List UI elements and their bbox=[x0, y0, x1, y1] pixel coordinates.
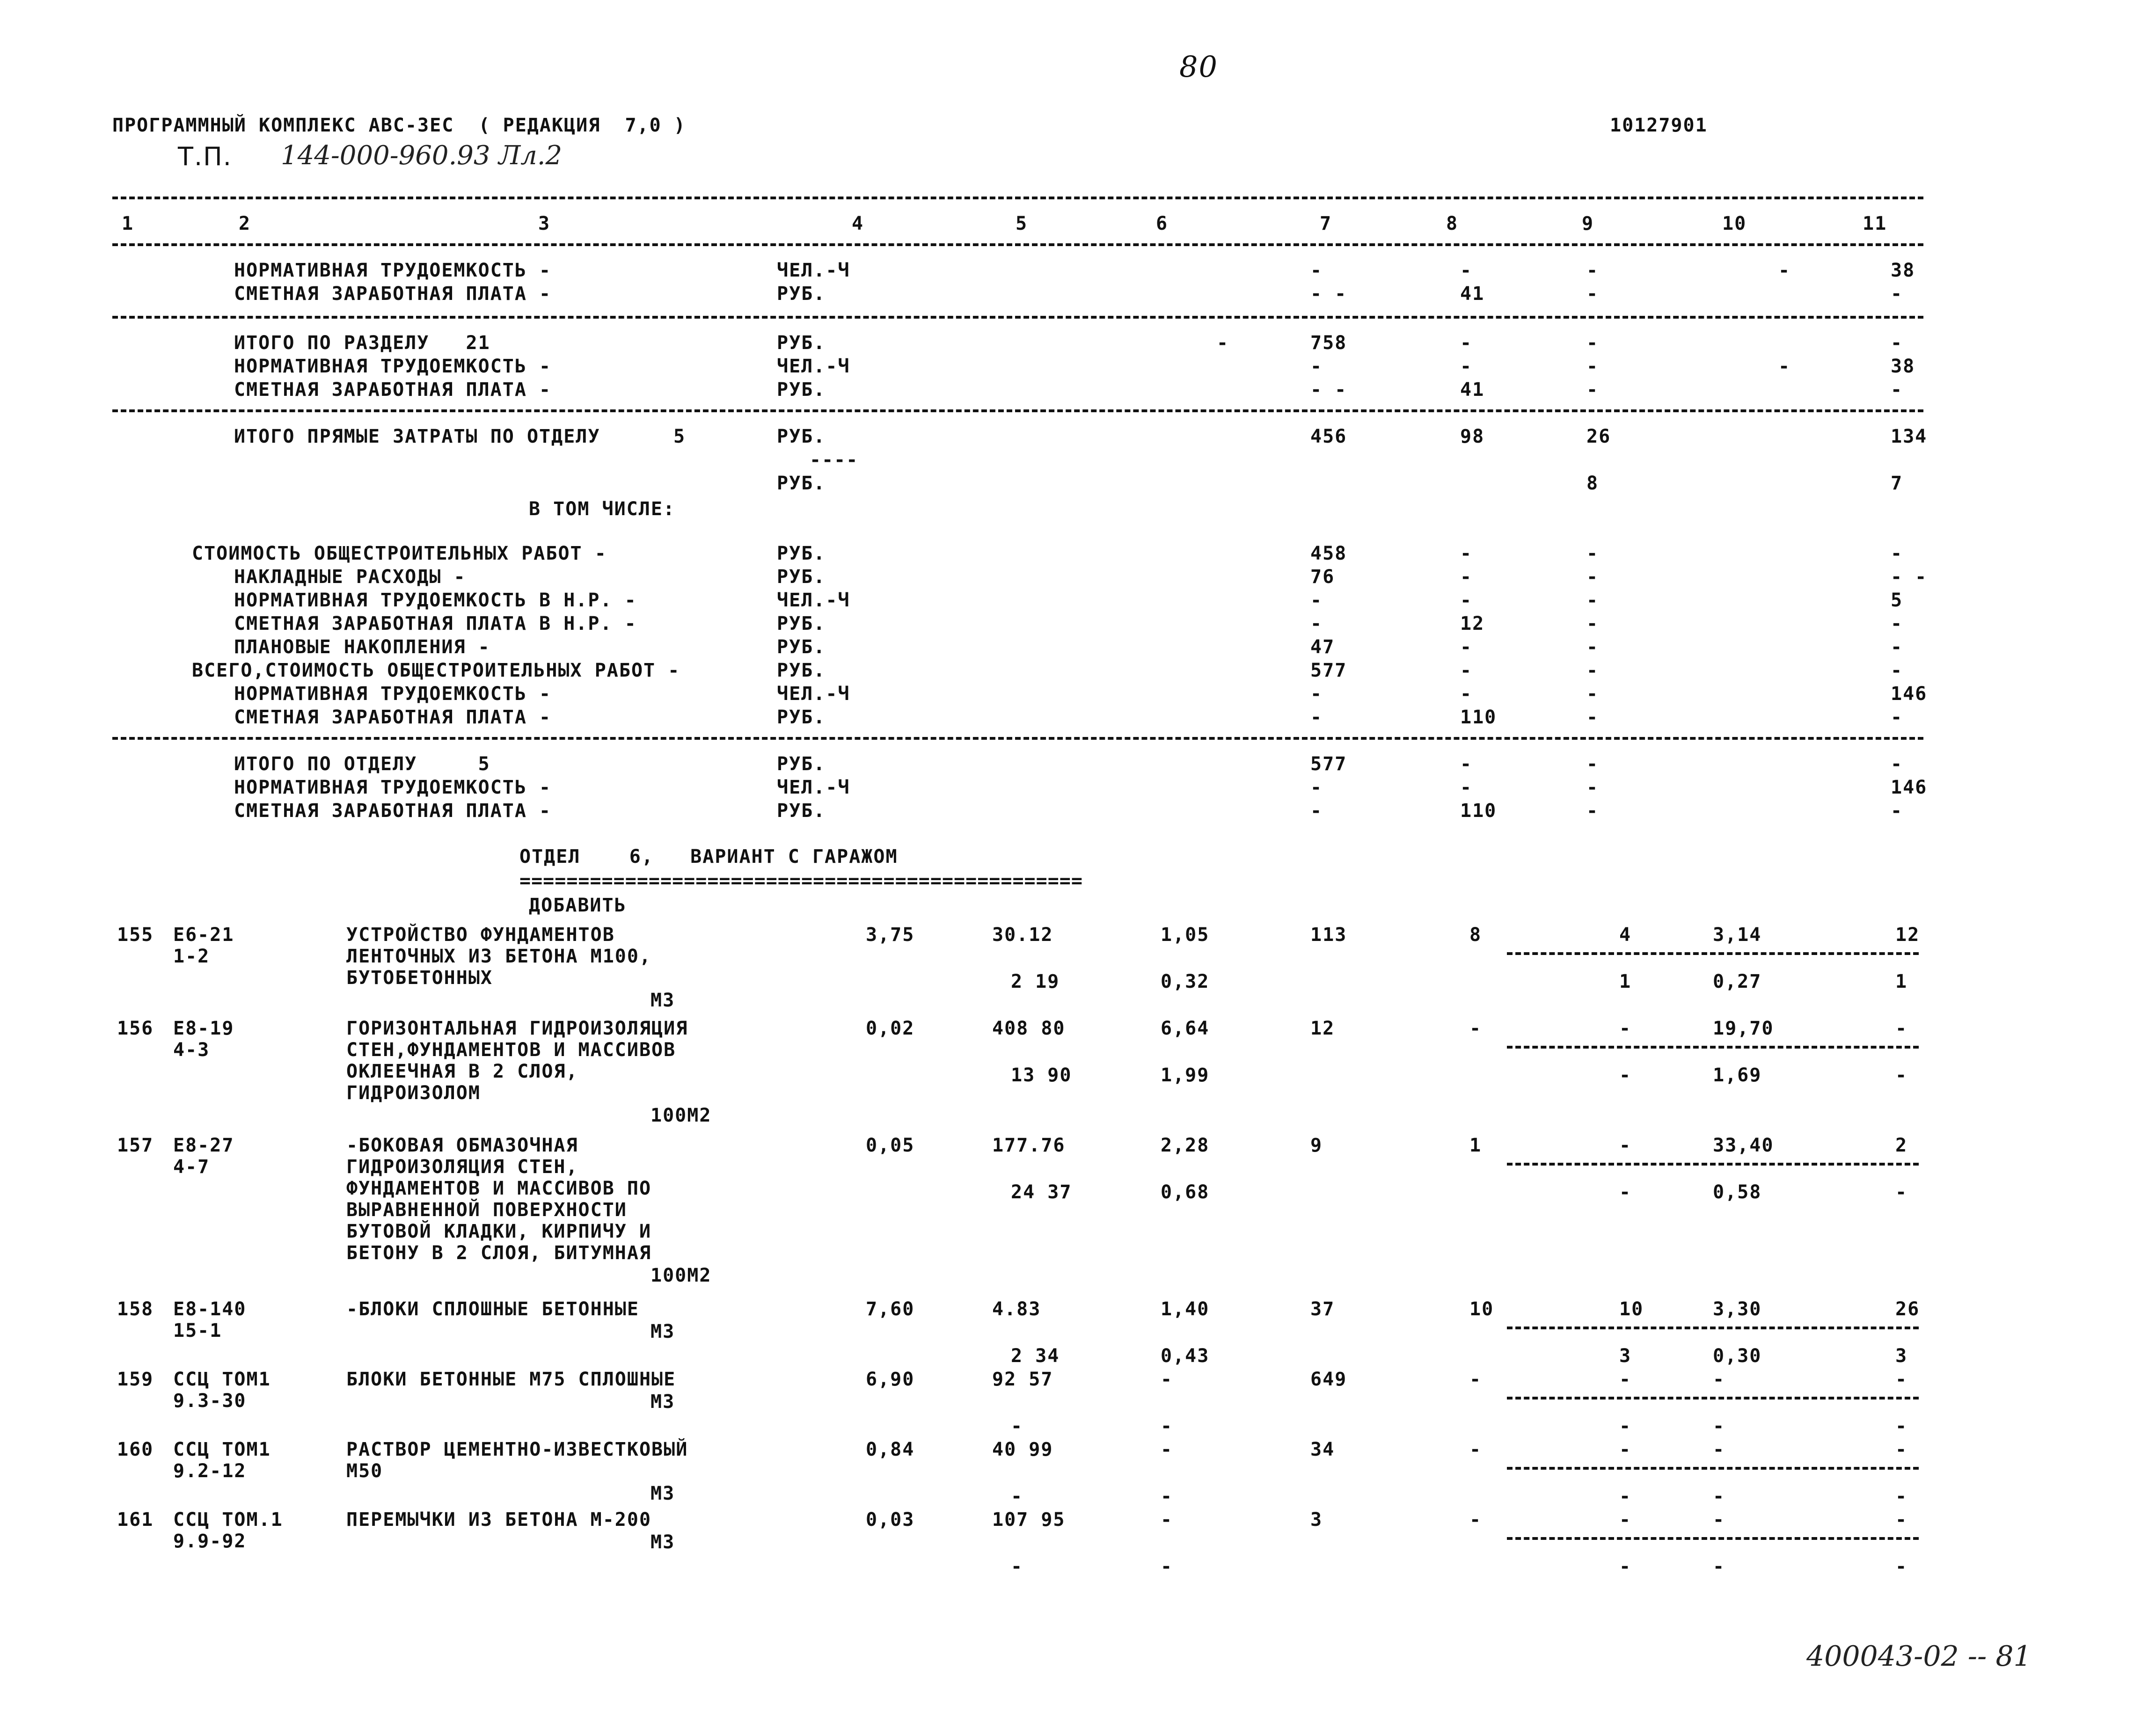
summary-label: СМЕТНАЯ ЗАРАБОТНАЯ ПЛАТА - bbox=[234, 283, 552, 305]
item-col-10a: - bbox=[1713, 1439, 1725, 1460]
detail-label: ИТОГО ПО ОТДЕЛУ 5 bbox=[234, 753, 490, 775]
summary-unit: РУБ. bbox=[777, 426, 826, 447]
detail-unit: РУБ. bbox=[777, 636, 826, 658]
item-col-11b: 1 bbox=[1895, 971, 1908, 992]
item-col-9a: - bbox=[1619, 1439, 1632, 1460]
item-quantity: 0,03 bbox=[866, 1509, 915, 1531]
column-number: 6 bbox=[1156, 213, 1169, 234]
item-dash-separator bbox=[1507, 1163, 1919, 1166]
item-price-2: 2,28 bbox=[1161, 1135, 1210, 1156]
summary-label: СМЕТНАЯ ЗАРАБОТНАЯ ПЛАТА - bbox=[234, 379, 552, 401]
rule-before-direct-costs bbox=[112, 409, 1923, 412]
item-price-1: 408 80 bbox=[992, 1018, 1066, 1039]
item-description: ГОРИЗОНТАЛЬНАЯ ГИДРОИЗОЛЯЦИЯ СТЕН,ФУНДАМЕНТОВ И МАССИВОВ ОКЛЕЕЧНАЯ В 2 СЛОЯ, ГИДРОИЗОЛОМ bbox=[346, 1018, 688, 1104]
detail-label: СМЕТНАЯ ЗАРАБОТНАЯ ПЛАТА - bbox=[234, 707, 552, 728]
item-price-1b: 24 37 bbox=[1011, 1181, 1072, 1203]
item-quantity: 0,02 bbox=[866, 1018, 915, 1039]
detail-unit: РУБ. bbox=[777, 753, 826, 775]
detail-c11: - bbox=[1891, 543, 1903, 564]
detail-c11: - bbox=[1891, 753, 1903, 775]
item-col-11a: 2 bbox=[1895, 1135, 1908, 1156]
detail-c11: - bbox=[1891, 636, 1903, 658]
detail-c9: - bbox=[1586, 566, 1599, 588]
item-price-1b: - bbox=[1011, 1486, 1023, 1507]
detail-c8: 110 bbox=[1460, 707, 1497, 728]
summary-label: НОРМАТИВНАЯ ТРУДОЕМКОСТЬ - bbox=[234, 260, 552, 281]
item-col-7: 649 bbox=[1310, 1369, 1347, 1390]
detail-c7: 577 bbox=[1310, 753, 1347, 775]
item-col-8: - bbox=[1469, 1369, 1482, 1390]
detail-label: ВСЕГО,СТОИМОСТЬ ОБЩЕСТРОИТЕЛЬНЫХ РАБОТ - bbox=[192, 660, 680, 681]
item-col-7: 113 bbox=[1310, 924, 1347, 946]
detail-label: НОРМАТИВНАЯ ТРУДОЕМКОСТЬ - bbox=[234, 683, 552, 705]
item-col-10a: - bbox=[1713, 1509, 1725, 1531]
detail-unit: ЧЕЛ.-Ч bbox=[777, 590, 850, 611]
summary-c9: - bbox=[1586, 356, 1599, 377]
item-col-9a: - bbox=[1619, 1135, 1632, 1156]
detail-label: НОРМАТИВНАЯ ТРУДОЕМКОСТЬ - bbox=[234, 777, 552, 798]
detail-label: НАКЛАДНЫЕ РАСХОДЫ - bbox=[234, 566, 466, 588]
item-code: Е8-19 4-3 bbox=[173, 1018, 234, 1061]
detail-c7: - bbox=[1310, 707, 1323, 728]
item-col-9b: 3 bbox=[1619, 1345, 1632, 1367]
item-col-9a: 4 bbox=[1619, 924, 1632, 946]
item-description: РАСТВОР ЦЕМЕНТНО-ИЗВЕСТКОВЫЙ М50 bbox=[346, 1439, 688, 1482]
detail-unit: РУБ. bbox=[777, 800, 826, 822]
summary-c7: - bbox=[1310, 260, 1323, 281]
item-col-8: - bbox=[1469, 1439, 1482, 1460]
item-unit: М3 bbox=[650, 1321, 675, 1342]
item-col-9a: 10 bbox=[1619, 1298, 1644, 1320]
detail-c11: 146 bbox=[1891, 683, 1928, 705]
item-price-1: 92 57 bbox=[992, 1369, 1053, 1390]
summary-unit: РУБ. bbox=[777, 379, 826, 401]
detail-c7: - bbox=[1310, 683, 1323, 705]
item-code: ССЦ ТОМ1 9.2-12 bbox=[173, 1439, 271, 1482]
summary-label: ИТОГО ПО РАЗДЕЛУ 21 bbox=[234, 332, 490, 354]
summary-c8: - bbox=[1460, 332, 1473, 354]
summary-c11: - bbox=[1891, 379, 1903, 401]
detail-c11: 5 bbox=[1891, 590, 1903, 611]
item-col-11b: 3 bbox=[1895, 1345, 1908, 1367]
item-col-9b: - bbox=[1619, 1415, 1632, 1437]
detail-unit: ЧЕЛ.-Ч bbox=[777, 683, 850, 705]
detail-unit: ЧЕЛ.-Ч bbox=[777, 777, 850, 798]
item-number: 158 bbox=[117, 1298, 154, 1320]
summary-c9: - bbox=[1586, 260, 1599, 281]
column-number: 5 bbox=[1016, 213, 1028, 234]
detail-label: СМЕТНАЯ ЗАРАБОТНАЯ ПЛАТА - bbox=[234, 800, 552, 822]
item-col-11b: - bbox=[1895, 1415, 1908, 1437]
item-col-10b: - bbox=[1713, 1415, 1725, 1437]
item-description: БЛОКИ БЕТОННЫЕ М75 СПЛОШНЫЕ bbox=[346, 1369, 676, 1390]
summary-c6: - bbox=[1217, 332, 1229, 354]
item-col-9a: - bbox=[1619, 1369, 1632, 1390]
item-col-8: - bbox=[1469, 1509, 1482, 1531]
item-col-11a: - bbox=[1895, 1509, 1908, 1531]
item-col-10a: 3,14 bbox=[1713, 924, 1762, 946]
item-price-2b: 0,43 bbox=[1161, 1345, 1210, 1367]
item-col-8: 8 bbox=[1469, 924, 1482, 946]
item-col-11b: - bbox=[1895, 1556, 1908, 1577]
tp-label: Т.П. bbox=[178, 142, 232, 171]
item-col-11a: - bbox=[1895, 1369, 1908, 1390]
detail-c11: 146 bbox=[1891, 777, 1928, 798]
column-number: 11 bbox=[1863, 213, 1887, 234]
detail-c8: - bbox=[1460, 543, 1473, 564]
tp-handwritten-value: 144-000-960.93 Лл.2 bbox=[281, 140, 563, 171]
item-number: 157 bbox=[117, 1135, 154, 1156]
item-col-11a: 12 bbox=[1895, 924, 1920, 946]
item-col-9b: - bbox=[1619, 1064, 1632, 1086]
page-number: 80 bbox=[1179, 50, 1218, 84]
item-price-2b: - bbox=[1161, 1486, 1173, 1507]
summary-c7: 456 bbox=[1310, 426, 1347, 447]
detail-label: ПЛАНОВЫЕ НАКОПЛЕНИЯ - bbox=[234, 636, 490, 658]
item-col-10b: - bbox=[1713, 1486, 1725, 1507]
document-code: 10127901 bbox=[1610, 115, 1708, 136]
item-col-11b: - bbox=[1895, 1181, 1908, 1203]
summary-c11: - bbox=[1891, 283, 1903, 305]
item-dash-separator bbox=[1507, 952, 1919, 955]
item-code: Е8-27 4-7 bbox=[173, 1135, 234, 1178]
item-dash-separator bbox=[1507, 1327, 1919, 1329]
item-price-2: - bbox=[1161, 1439, 1173, 1460]
item-unit: 100М2 bbox=[650, 1265, 712, 1286]
item-price-2: - bbox=[1161, 1369, 1173, 1390]
header-rule-bottom bbox=[112, 243, 1923, 246]
footer-stamp: 400043-02 -- 81 bbox=[1806, 1640, 2032, 1673]
summary-unit: ЧЕЛ.-Ч bbox=[777, 356, 850, 377]
item-col-10b: 0,27 bbox=[1713, 971, 1762, 992]
item-price-2b: 0,32 bbox=[1161, 971, 1210, 992]
summary-c8: 41 bbox=[1460, 379, 1485, 401]
summary-unit: РУБ. bbox=[777, 332, 826, 354]
item-col-11b: - bbox=[1895, 1064, 1908, 1086]
item-code: ССЦ ТОМ1 9.3-30 bbox=[173, 1369, 271, 1412]
item-col-10b: 0,30 bbox=[1713, 1345, 1762, 1367]
item-unit: М3 bbox=[650, 990, 675, 1011]
detail-label: СТОИМОСТЬ ОБЩЕСТРОИТЕЛЬНЫХ РАБОТ - bbox=[192, 543, 607, 564]
item-number: 159 bbox=[117, 1369, 154, 1390]
item-col-7: 37 bbox=[1310, 1298, 1335, 1320]
detail-unit: РУБ. bbox=[777, 566, 826, 588]
item-price-1: 177.76 bbox=[992, 1135, 1066, 1156]
detail-c9: - bbox=[1586, 660, 1599, 681]
item-price-1b: 2 34 bbox=[1011, 1345, 1060, 1367]
summary-unit: РУБ. bbox=[777, 473, 826, 494]
rule-after-summary-1 bbox=[112, 316, 1923, 319]
detail-c8: - bbox=[1460, 590, 1473, 611]
item-col-10b: 0,58 bbox=[1713, 1181, 1762, 1203]
item-price-2b: 0,68 bbox=[1161, 1181, 1210, 1203]
item-col-11a: 26 bbox=[1895, 1298, 1920, 1320]
rule-before-section-total bbox=[112, 737, 1923, 740]
item-col-10b: 1,69 bbox=[1713, 1064, 1762, 1086]
detail-c8: - bbox=[1460, 777, 1473, 798]
item-price-2: 6,64 bbox=[1161, 1018, 1210, 1039]
item-price-1b: 13 90 bbox=[1011, 1064, 1072, 1086]
detail-c9: - bbox=[1586, 777, 1599, 798]
item-col-11a: - bbox=[1895, 1018, 1908, 1039]
summary-unit: РУБ. bbox=[777, 283, 826, 305]
summary-label: ИТОГО ПРЯМЫЕ ЗАТРАТЫ ПО ОТДЕЛУ 5 bbox=[234, 426, 686, 447]
summary-c11: - bbox=[1891, 332, 1903, 354]
detail-c11: - bbox=[1891, 707, 1903, 728]
detail-c11: - - bbox=[1891, 566, 1928, 588]
detail-unit: РУБ. bbox=[777, 613, 826, 634]
detail-c7: 577 bbox=[1310, 660, 1347, 681]
detail-label: НОРМАТИВНАЯ ТРУДОЕМКОСТЬ В Н.Р. - bbox=[234, 590, 637, 611]
add-label: ДОБАВИТЬ bbox=[529, 895, 627, 916]
item-price-2b: - bbox=[1161, 1415, 1173, 1437]
summary-c7: - - bbox=[1310, 283, 1347, 305]
item-unit: М3 bbox=[650, 1531, 675, 1553]
item-price-2b: 1,99 bbox=[1161, 1064, 1210, 1086]
item-price-1: 107 95 bbox=[992, 1509, 1066, 1531]
detail-c8: - bbox=[1460, 683, 1473, 705]
item-col-11a: - bbox=[1895, 1439, 1908, 1460]
detail-c9: - bbox=[1586, 800, 1599, 822]
item-code: ССЦ ТОМ.1 9.9-92 bbox=[173, 1509, 283, 1552]
detail-c9: - bbox=[1586, 613, 1599, 634]
summary-c11: 134 bbox=[1891, 426, 1928, 447]
summary-c11: 38 bbox=[1891, 260, 1915, 281]
detail-c7: - bbox=[1310, 590, 1323, 611]
item-col-10a: 3,30 bbox=[1713, 1298, 1762, 1320]
summary-c9: - bbox=[1586, 332, 1599, 354]
summary-c9: 8 bbox=[1586, 473, 1599, 494]
item-price-2: 1,40 bbox=[1161, 1298, 1210, 1320]
item-col-7: 3 bbox=[1310, 1509, 1323, 1531]
column-number: 10 bbox=[1722, 213, 1747, 234]
item-description: УСТРОЙСТВО ФУНДАМЕНТОВ ЛЕНТОЧНЫХ ИЗ БЕТОНА М100, БУТОБЕТОННЫХ bbox=[346, 924, 652, 989]
item-dash-separator bbox=[1507, 1046, 1919, 1049]
detail-c7: - bbox=[1310, 613, 1323, 634]
item-description: -БЛОКИ СПЛОШНЫЕ БЕТОННЫЕ bbox=[346, 1298, 639, 1320]
summary-unit: ЧЕЛ.-Ч bbox=[777, 260, 850, 281]
program-header: ПРОГРАММНЫЙ КОМПЛЕКС АВС-ЗЕС ( РЕДАКЦИЯ 7,0 ) bbox=[112, 115, 686, 136]
detail-c11: - bbox=[1891, 800, 1903, 822]
item-col-7: 34 bbox=[1310, 1439, 1335, 1460]
detail-label: СМЕТНАЯ ЗАРАБОТНАЯ ПЛАТА В Н.Р. - bbox=[234, 613, 637, 634]
item-dash-separator bbox=[1507, 1397, 1919, 1400]
detail-unit: РУБ. bbox=[777, 543, 826, 564]
item-quantity: 0,05 bbox=[866, 1135, 915, 1156]
item-price-1b: - bbox=[1011, 1415, 1023, 1437]
item-col-8: 1 bbox=[1469, 1135, 1482, 1156]
detail-c9: - bbox=[1586, 683, 1599, 705]
item-col-10a: 19,70 bbox=[1713, 1018, 1774, 1039]
column-number: 4 bbox=[852, 213, 864, 234]
item-number: 156 bbox=[117, 1018, 154, 1039]
item-number: 160 bbox=[117, 1439, 154, 1460]
item-number: 155 bbox=[117, 924, 154, 946]
item-price-1b: - bbox=[1011, 1556, 1023, 1577]
item-code: Е8-140 15-1 bbox=[173, 1298, 247, 1341]
detail-c9: - bbox=[1586, 636, 1599, 658]
item-dash-separator bbox=[1507, 1537, 1919, 1540]
detail-unit: РУБ. bbox=[777, 707, 826, 728]
summary-c7: - bbox=[1310, 356, 1323, 377]
item-col-10a: - bbox=[1713, 1369, 1725, 1390]
item-unit: 100М2 bbox=[650, 1105, 712, 1126]
item-price-2: 1,05 bbox=[1161, 924, 1210, 946]
column-number: 7 bbox=[1320, 213, 1332, 234]
summary-label: НОРМАТИВНАЯ ТРУДОЕМКОСТЬ - bbox=[234, 356, 552, 377]
section-title: ОТДЕЛ 6, ВАРИАНТ С ГАРАЖОМ bbox=[519, 846, 898, 867]
detail-c9: - bbox=[1586, 753, 1599, 775]
detail-c9: - bbox=[1586, 707, 1599, 728]
item-description: ПЕРЕМЫЧКИ ИЗ БЕТОНА М-200 bbox=[346, 1509, 652, 1531]
item-unit: М3 bbox=[650, 1483, 675, 1504]
item-dash-separator bbox=[1507, 1467, 1919, 1470]
section-underline: ================================================ bbox=[519, 870, 1083, 892]
summary-c8: 41 bbox=[1460, 283, 1485, 305]
column-number: 1 bbox=[122, 213, 134, 234]
summary-c8: - bbox=[1460, 260, 1473, 281]
item-quantity: 0,84 bbox=[866, 1439, 915, 1460]
detail-c7: - bbox=[1310, 777, 1323, 798]
detail-c7: 47 bbox=[1310, 636, 1335, 658]
detail-c8: - bbox=[1460, 660, 1473, 681]
item-unit: М3 bbox=[650, 1391, 675, 1413]
detail-c8: 12 bbox=[1460, 613, 1485, 634]
item-quantity: 7,60 bbox=[866, 1298, 915, 1320]
summary-c10: - bbox=[1778, 356, 1791, 377]
item-col-10b: - bbox=[1713, 1556, 1725, 1577]
item-code: Е6-21 1-2 bbox=[173, 924, 234, 967]
summary-c9: 26 bbox=[1586, 426, 1611, 447]
item-price-2b: - bbox=[1161, 1556, 1173, 1577]
item-quantity: 3,75 bbox=[866, 924, 915, 946]
header-rule-top bbox=[112, 197, 1923, 199]
item-col-9b: 1 bbox=[1619, 971, 1632, 992]
detail-unit: РУБ. bbox=[777, 660, 826, 681]
item-description: -БОКОВАЯ ОБМАЗОЧНАЯ ГИДРОИЗОЛЯЦИЯ СТЕН, ФУНДАМЕНТОВ И МАССИВОВ ПО ВЫРАВНЕННОЙ ПОВЕРХНОСТИ БУТОВОЙ КЛАДКИ, КИРПИЧУ И БЕТОНУ В 2 СЛОЯ, БИТУМНАЯ bbox=[346, 1135, 652, 1264]
unit-dashes: ---- bbox=[810, 449, 859, 471]
detail-c8: 110 bbox=[1460, 800, 1497, 822]
item-price-2: - bbox=[1161, 1509, 1173, 1531]
summary-c8: 98 bbox=[1460, 426, 1485, 447]
item-col-8: - bbox=[1469, 1018, 1482, 1039]
in-that-number-label: В ТОМ ЧИСЛЕ: bbox=[529, 498, 675, 520]
item-col-11b: - bbox=[1895, 1486, 1908, 1507]
item-price-1: 40 99 bbox=[992, 1439, 1053, 1460]
item-col-9a: - bbox=[1619, 1509, 1632, 1531]
detail-c8: - bbox=[1460, 566, 1473, 588]
column-number: 3 bbox=[538, 213, 551, 234]
item-col-7: 12 bbox=[1310, 1018, 1335, 1039]
item-quantity: 6,90 bbox=[866, 1369, 915, 1390]
detail-c7: - bbox=[1310, 800, 1323, 822]
item-col-10a: 33,40 bbox=[1713, 1135, 1774, 1156]
summary-c7: - - bbox=[1310, 379, 1347, 401]
item-col-8: 10 bbox=[1469, 1298, 1494, 1320]
detail-c11: - bbox=[1891, 613, 1903, 634]
detail-c11: - bbox=[1891, 660, 1903, 681]
summary-c9: - bbox=[1586, 283, 1599, 305]
summary-c7: 758 bbox=[1310, 332, 1347, 354]
column-number: 8 bbox=[1446, 213, 1459, 234]
column-number: 9 bbox=[1582, 213, 1594, 234]
item-col-9b: - bbox=[1619, 1181, 1632, 1203]
item-number: 161 bbox=[117, 1509, 154, 1531]
summary-c9: - bbox=[1586, 379, 1599, 401]
item-price-1: 4.83 bbox=[992, 1298, 1041, 1320]
detail-c8: - bbox=[1460, 636, 1473, 658]
detail-c8: - bbox=[1460, 753, 1473, 775]
item-col-7: 9 bbox=[1310, 1135, 1323, 1156]
item-price-1b: 2 19 bbox=[1011, 971, 1060, 992]
summary-c10: - bbox=[1778, 260, 1791, 281]
column-number: 2 bbox=[239, 213, 251, 234]
item-col-9b: - bbox=[1619, 1486, 1632, 1507]
detail-c7: 76 bbox=[1310, 566, 1335, 588]
item-col-9b: - bbox=[1619, 1556, 1632, 1577]
summary-c11: 7 bbox=[1891, 473, 1903, 494]
summary-c8: - bbox=[1460, 356, 1473, 377]
item-col-9a: - bbox=[1619, 1018, 1632, 1039]
detail-c7: 458 bbox=[1310, 543, 1347, 564]
item-price-1: 30.12 bbox=[992, 924, 1053, 946]
detail-c9: - bbox=[1586, 590, 1599, 611]
detail-c9: - bbox=[1586, 543, 1599, 564]
summary-c11: 38 bbox=[1891, 356, 1915, 377]
